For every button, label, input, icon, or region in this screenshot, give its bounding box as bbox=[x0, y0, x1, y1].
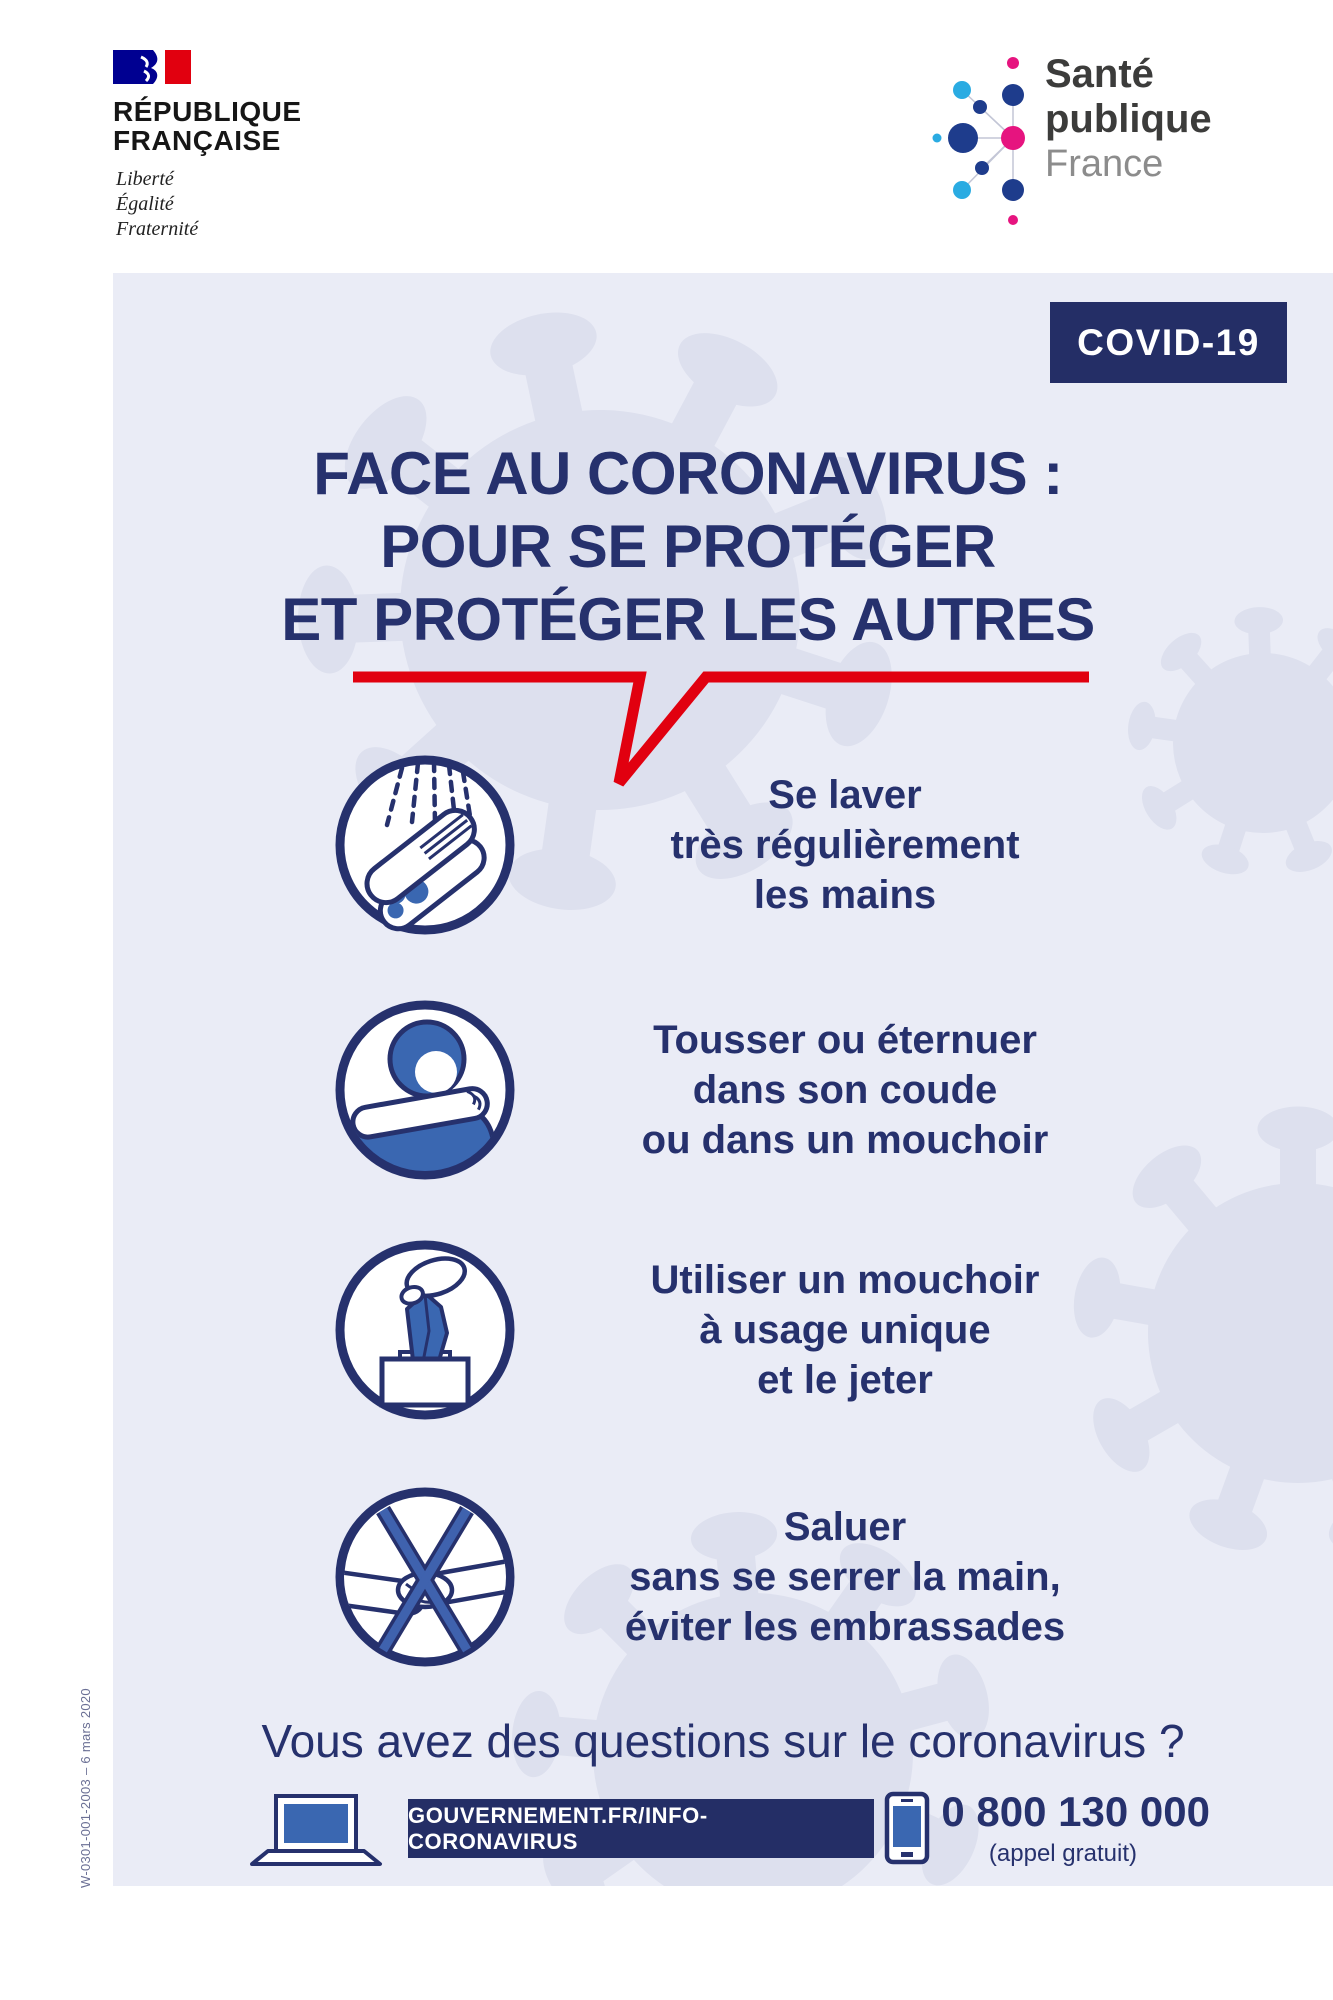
spf-line3: France bbox=[1045, 143, 1164, 185]
phone-free-note: (appel gratuit) bbox=[988, 1840, 1137, 1867]
title-line3: ET PROTÉGER LES AUTRES bbox=[281, 586, 1095, 653]
hand-washing-icon bbox=[330, 750, 520, 940]
tip-text-line: très régulièrement bbox=[670, 823, 1020, 867]
tip-text-line: Tousser ou éternuer bbox=[653, 1018, 1037, 1062]
tip-text-line: Saluer bbox=[783, 1505, 907, 1549]
marianne-logo bbox=[113, 50, 302, 242]
cough-into-elbow-icon bbox=[330, 995, 520, 1185]
spf-line2: publique bbox=[1045, 97, 1212, 141]
tip-text-line: Se laver bbox=[768, 773, 922, 817]
tip-text-line: Utiliser un mouchoir bbox=[650, 1258, 1040, 1302]
tip-text-line: à usage unique bbox=[699, 1308, 991, 1352]
motto-line: Fraternité bbox=[116, 218, 199, 240]
footer-question: Vous avez des questions sur le coronavirus ? bbox=[261, 1715, 1185, 1767]
single-use-tissue-icon bbox=[330, 1235, 520, 1425]
smartphone-icon bbox=[884, 1791, 930, 1865]
tip-text-line: sans se serrer la main, bbox=[629, 1555, 1061, 1599]
motto-line: Égalité bbox=[116, 193, 174, 215]
tip-single-use-tissue bbox=[565, 1255, 1125, 1405]
phone-number[interactable]: 0 800 130 000 bbox=[941, 1788, 1210, 1835]
motto bbox=[116, 167, 302, 242]
document-reference: W-0301-001-2003 – 6 mars 2020 bbox=[78, 1688, 93, 1888]
spf-logo bbox=[1045, 52, 1212, 187]
tip-no-handshake bbox=[565, 1502, 1125, 1652]
motto-line: Liberté bbox=[116, 168, 174, 190]
tip-text-line: éviter les embrassades bbox=[624, 1605, 1066, 1649]
no-handshake-icon bbox=[330, 1482, 520, 1672]
tip-text-line: ou dans un mouchoir bbox=[641, 1118, 1049, 1162]
poster-title bbox=[108, 437, 1268, 656]
title-line2: POUR SE PROTÉGER bbox=[380, 513, 996, 580]
tip-text-line: dans son coude bbox=[692, 1068, 998, 1112]
laptop-icon bbox=[246, 1793, 386, 1869]
covid-19-badge: COVID-19 bbox=[1050, 302, 1287, 383]
tip-text-line: les mains bbox=[753, 873, 937, 917]
spf-line1: Santé bbox=[1045, 52, 1154, 96]
tip-wash-hands bbox=[565, 770, 1125, 920]
republique-line2: FRANÇAISE bbox=[113, 125, 281, 156]
tip-cough-elbow bbox=[565, 1015, 1125, 1165]
title-line1: FACE AU CORONAVIRUS : bbox=[313, 440, 1063, 507]
french-flag-icon bbox=[113, 50, 191, 84]
republique-line1: RÉPUBLIQUE bbox=[113, 96, 302, 127]
tip-text-line: et le jeter bbox=[757, 1358, 933, 1402]
spf-network-icon bbox=[925, 38, 1037, 228]
website-link[interactable]: GOUVERNEMENT.FR/INFO-CORONAVIRUS bbox=[408, 1799, 874, 1858]
